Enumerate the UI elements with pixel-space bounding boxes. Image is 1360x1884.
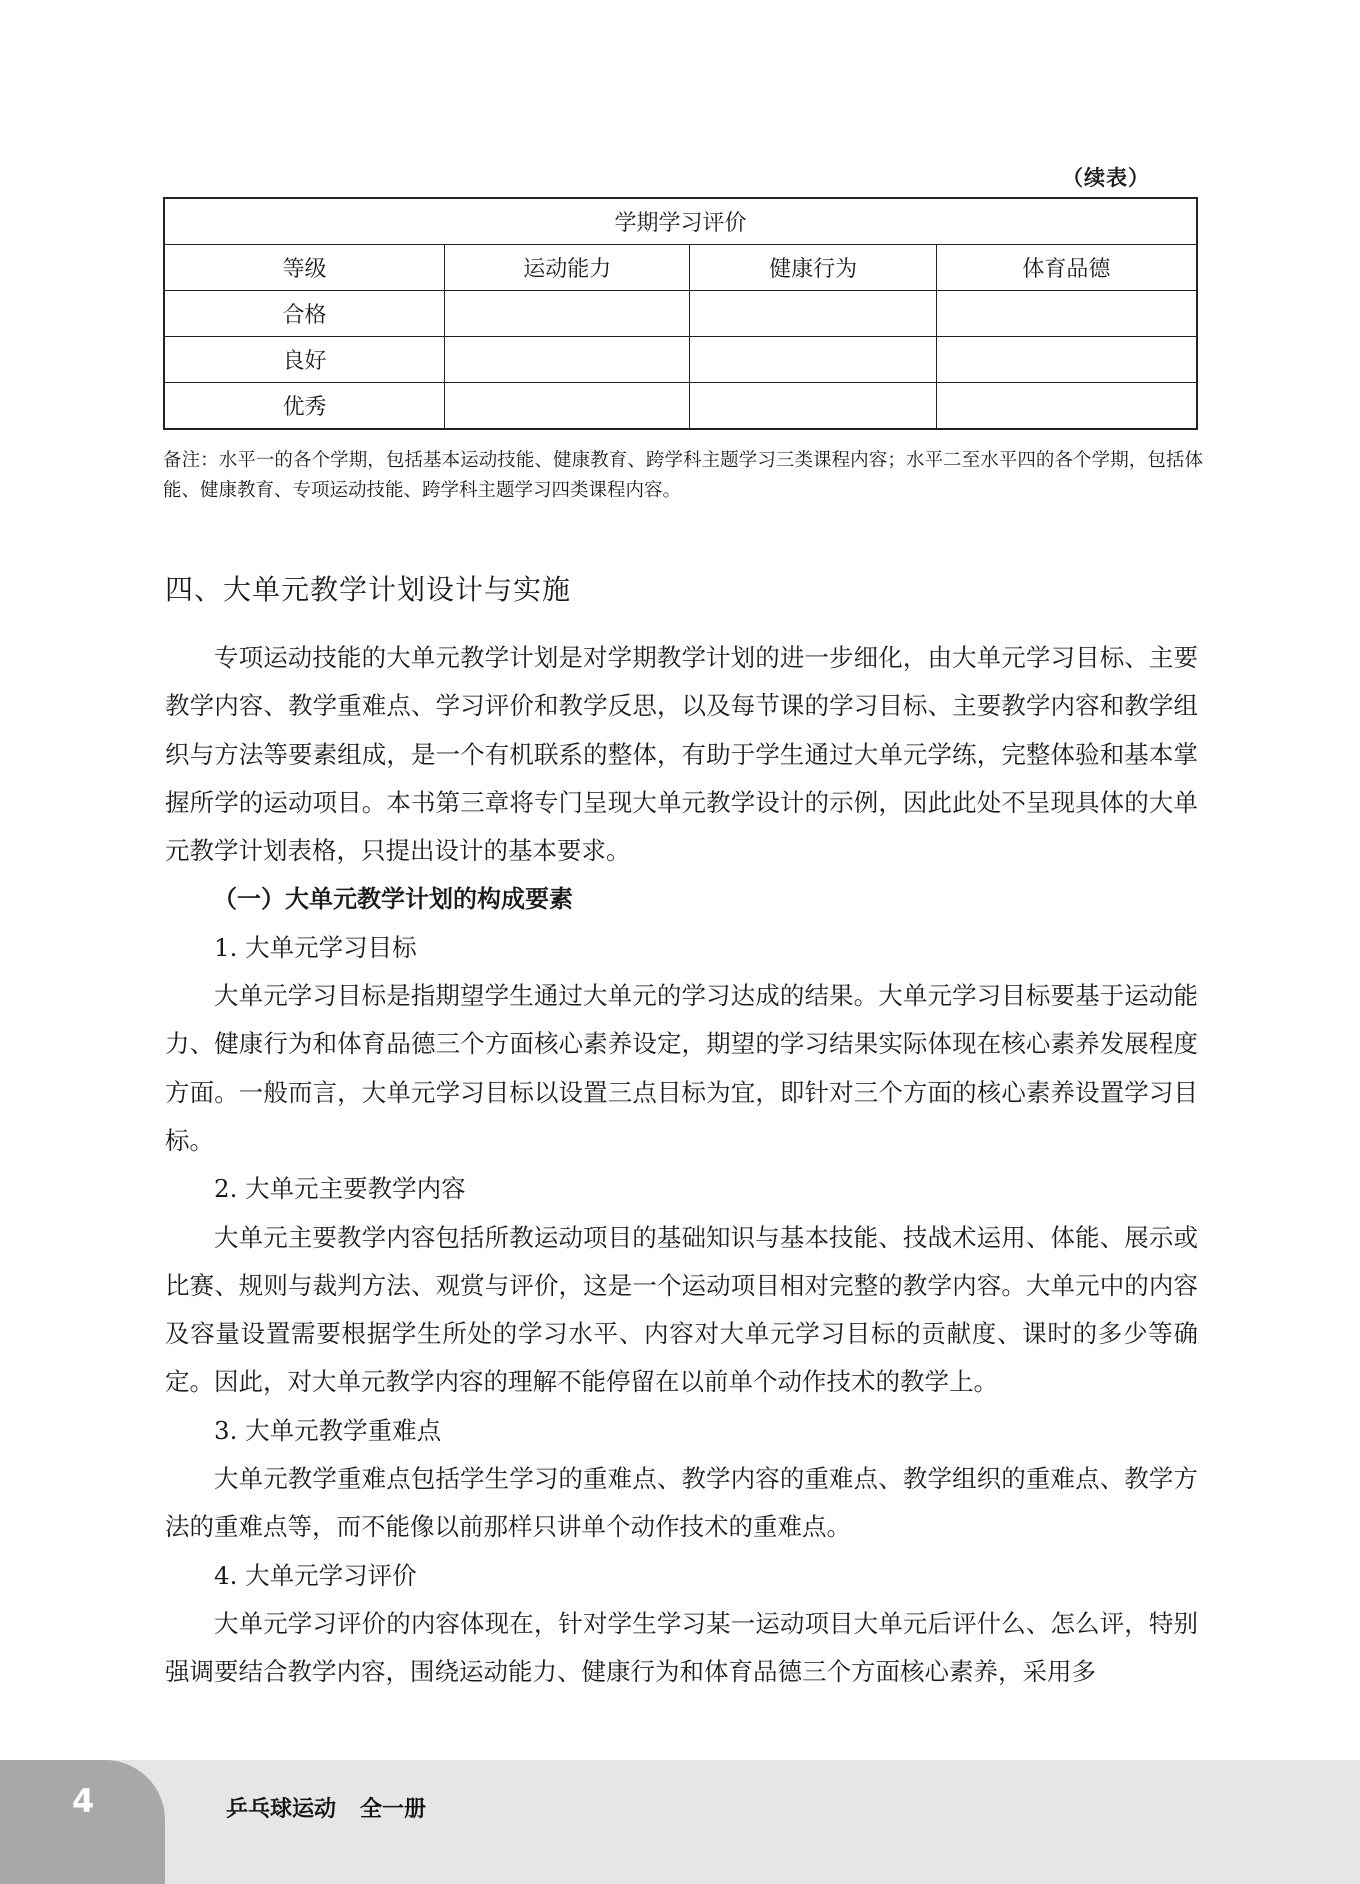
table-title: 学期学习评价 (164, 198, 1197, 245)
table-cell (445, 337, 690, 383)
table-cell (445, 291, 690, 337)
table-cell (936, 291, 1197, 337)
header-sports-ethics: 体育品德 (936, 245, 1197, 291)
item-heading: 3. 大单元教学重难点 (214, 1415, 442, 1445)
header-motor-ability: 运动能力 (445, 245, 690, 291)
book-title (226, 1792, 426, 1823)
table-title-row (164, 198, 1197, 245)
section-title: 四、大单元教学计划设计与实施 (165, 573, 572, 606)
table-cell (690, 337, 936, 383)
footer-band (0, 1760, 1360, 1884)
book-name: 乒乓球运动 (226, 1797, 337, 1822)
item-heading: 4. 大单元学习评价 (214, 1560, 417, 1590)
page-number-tab (0, 1760, 165, 1884)
table-note: 备注：水平一的各个学期，包括基本运动技能、健康教育、跨学科主题学习三类课程内容；水平二至水平四的各个学期，包括体能、健康教育、专项运动技能、跨学科主题学习四类课程内容。 (163, 450, 1203, 501)
subsection-heading: （一）大单元教学计划的构成要素 (213, 885, 573, 914)
paragraph: 大单元主要教学内容包括所教运动项目的基础知识与基本技能、技战术运用、体能、展示或比赛、规则与裁判方法、观赏与评价，这是一个运动项目相对完整的教学内容。大单元中的内容及容量设置需要根据学生所处的学习水平、内容对大单元学习目标的贡献度、课时的多少等确定。因此，对大单元教学内容的理解不能停留在以前单个动作技术的教学上。 (165, 1222, 1198, 1397)
book-volume: 全一册 (360, 1797, 427, 1822)
item-heading: 1. 大单元学习目标 (214, 932, 417, 962)
table-cell: 合格 (164, 291, 445, 337)
table-cell (936, 383, 1197, 430)
table-cell: 良好 (164, 337, 445, 383)
paragraph: 专项运动技能的大单元教学计划是对学期教学计划的进一步细化，由大单元学习目标、主要教学内容、教学重难点、学习评价和教学反思，以及每节课的学习目标、主要教学内容和教学组织与方法等要素组成，是一个有机联系的整体，有助于学生通过大单元学练，完整体验和基本掌握所学的运动项目。本书第三章将专门呈现大单元教学设计的示例，因此此处不呈现具体的大单元教学计划表格，只提出设计的基本要求。 (165, 643, 1198, 866)
table-row (164, 291, 1197, 337)
table-cell (936, 337, 1197, 383)
header-level: 等级 (164, 245, 445, 291)
table-cell (445, 383, 690, 430)
semester-evaluation-table (163, 197, 1198, 430)
paragraph: 大单元学习目标是指期望学生通过大单元的学习达成的结果。大单元学习目标要基于运动能力、健康行为和体育品德三个方面核心素养设定，期望的学习结果实际体现在核心素养发展程度方面。一般而言，大单元学习目标以设置三点目标为宜，即针对三个方面的核心素养设置学习目标。 (165, 981, 1198, 1155)
item-heading: 2. 大单元主要教学内容 (214, 1174, 466, 1204)
table-row (164, 337, 1197, 383)
paragraph: 大单元学习评价的内容体现在，针对学生学习某一运动项目大单元后评什么、怎么评，特别强调要结合教学内容，围绕运动能力、健康行为和体育品德三个方面核心素养，采用多 (165, 1608, 1198, 1687)
body-text (165, 634, 1198, 1697)
table-row (164, 383, 1197, 430)
table-header-row (164, 245, 1197, 291)
paragraph: 大单元教学重难点包括学生学习的重难点、教学内容的重难点、教学组织的重难点、教学方法的重难点等，而不能像以前那样只讲单个动作技术的重难点。 (165, 1464, 1198, 1542)
table-cell (690, 291, 936, 337)
table-cell (690, 383, 936, 430)
header-health-behavior: 健康行为 (690, 245, 936, 291)
page-number: 4 (72, 1782, 95, 1820)
continued-table-label: （续表） (1062, 166, 1150, 190)
table-cell: 优秀 (164, 383, 445, 430)
